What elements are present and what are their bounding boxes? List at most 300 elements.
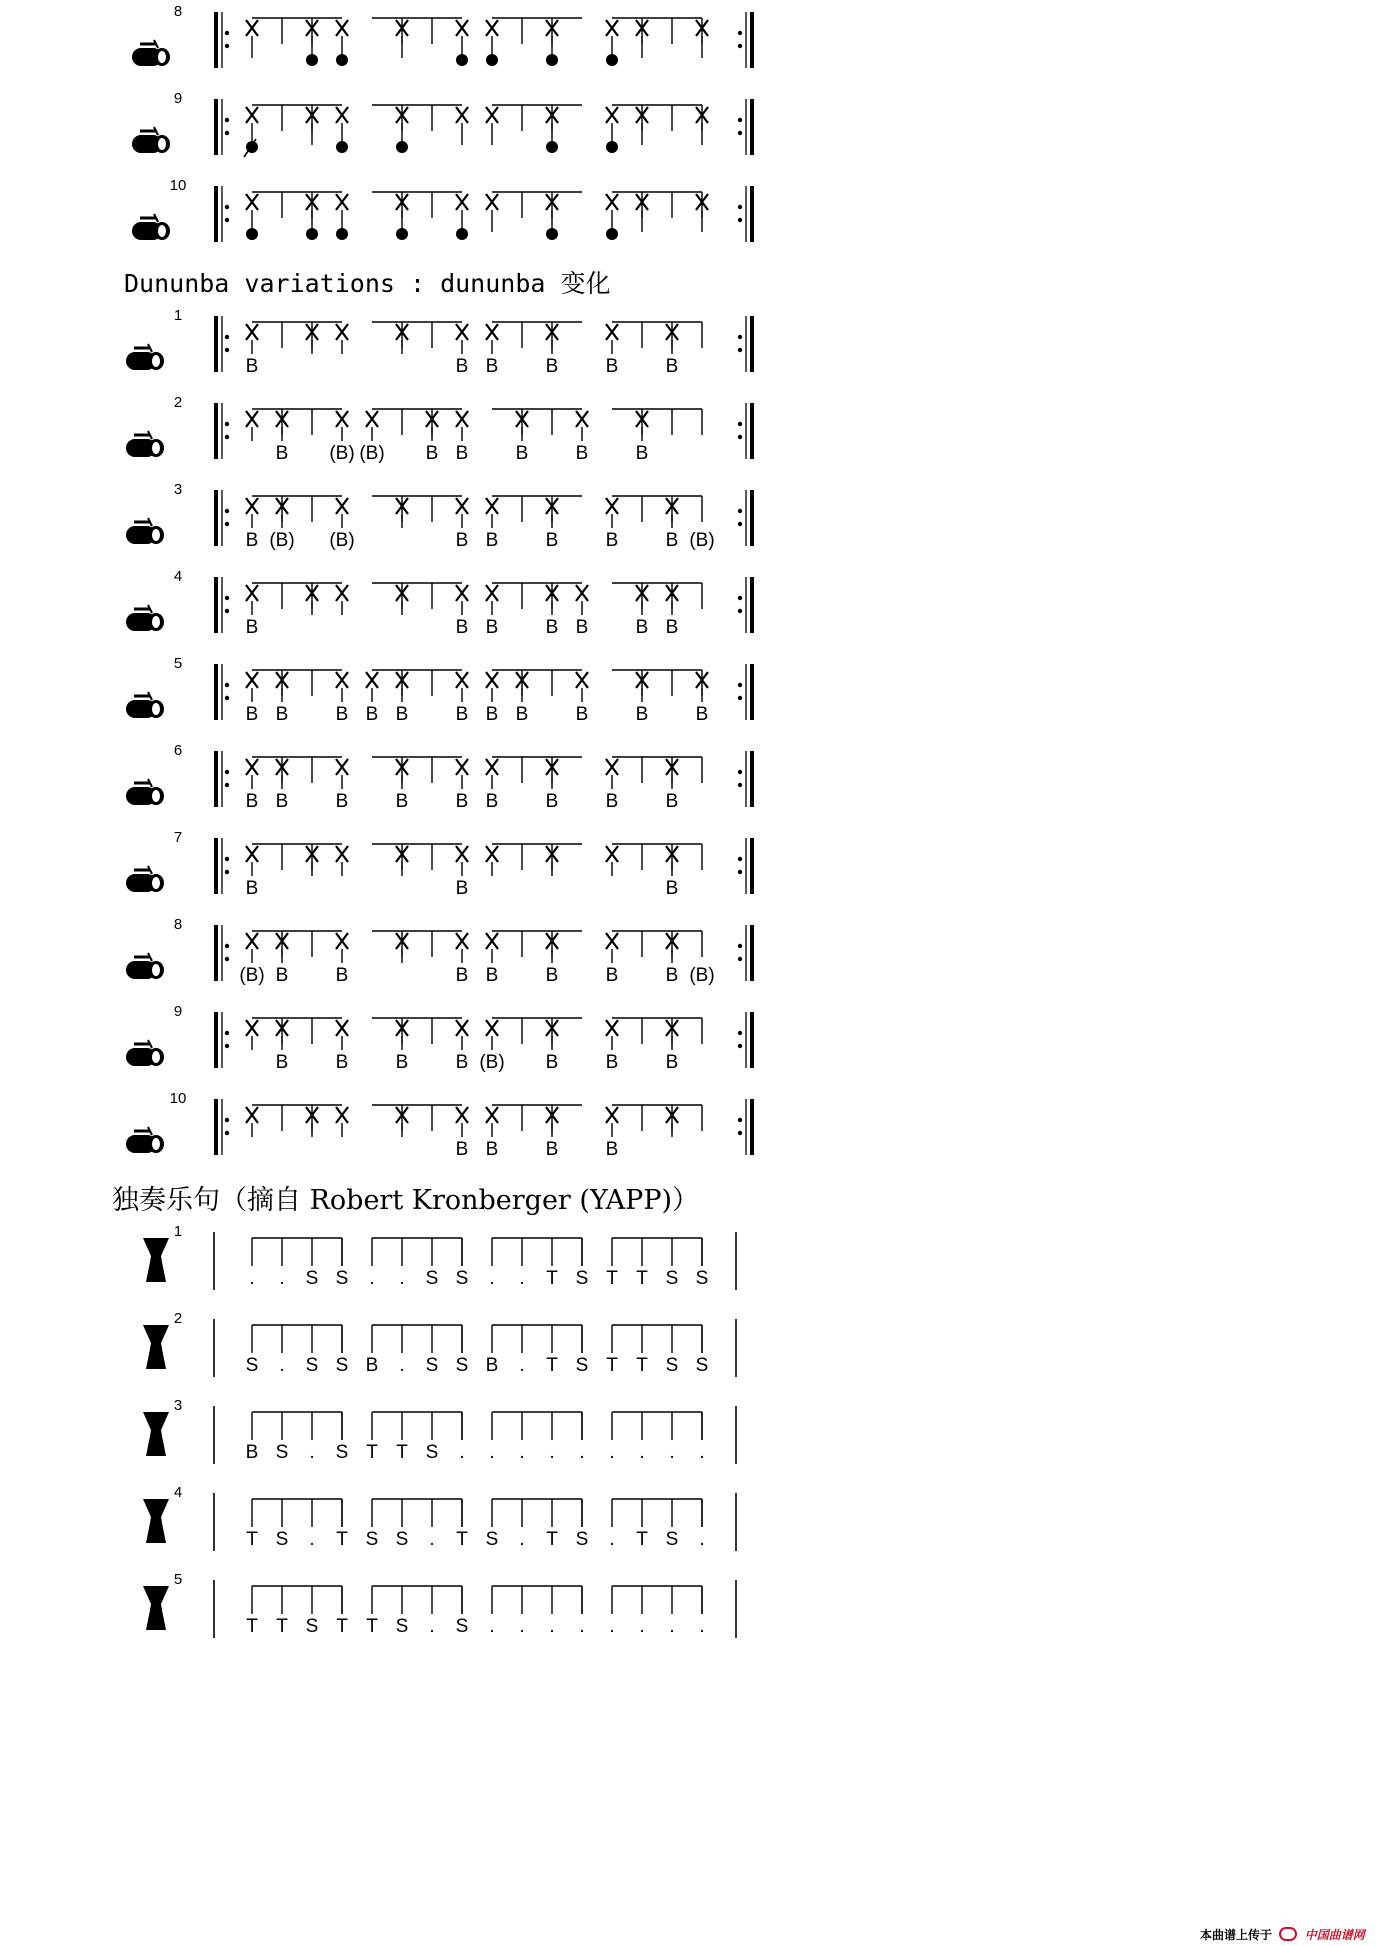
- drum-head-inner: [158, 138, 166, 150]
- note-label: .: [489, 1268, 495, 1289]
- repeat-dot: [738, 596, 742, 600]
- bell-dot: [606, 54, 618, 66]
- row-number: 1: [173, 307, 183, 324]
- bell-label: B: [245, 617, 259, 638]
- row-number: 5: [173, 1571, 183, 1588]
- dundun-row: [132, 90, 752, 157]
- row-number: 1: [173, 1223, 183, 1240]
- bell-dot: [546, 141, 558, 153]
- note-label: S: [335, 1355, 349, 1376]
- hit-mark: [486, 933, 498, 949]
- repeat-dot: [225, 957, 229, 961]
- hit-mark: [576, 411, 588, 427]
- hit-mark: [246, 324, 258, 340]
- bell-label: B: [455, 617, 469, 638]
- note-label: T: [276, 1616, 288, 1637]
- hit-mark: [246, 498, 258, 514]
- bell-label: B: [545, 530, 559, 551]
- bell-label: B: [455, 356, 469, 377]
- djembe-icon: [143, 1325, 169, 1369]
- note-label: .: [519, 1268, 525, 1289]
- hit-mark: [246, 107, 258, 123]
- repeat-dot: [738, 870, 742, 874]
- row-number: 8: [173, 916, 183, 933]
- note-label: S: [455, 1268, 469, 1289]
- repeat-dot: [738, 522, 742, 526]
- hit-mark: [606, 324, 618, 340]
- note-label: .: [399, 1355, 405, 1376]
- bell-label: (B): [329, 530, 355, 551]
- bell-label: B: [515, 704, 529, 725]
- bell-dot: [306, 54, 318, 66]
- hit-mark: [456, 107, 468, 123]
- hit-mark: [456, 194, 468, 210]
- note-label: T: [636, 1268, 648, 1289]
- repeat-dot: [225, 870, 229, 874]
- repeat-dot: [225, 696, 229, 700]
- hit-mark: [456, 585, 468, 601]
- hit-mark: [456, 1020, 468, 1036]
- note-label: .: [579, 1442, 585, 1463]
- dununba-drum-icon: [126, 518, 164, 544]
- dununba-row: [126, 394, 752, 464]
- djembe-body: [143, 1586, 169, 1630]
- dununba-row: [126, 307, 752, 377]
- bell-label: B: [275, 443, 289, 464]
- drum-head-inner: [152, 790, 160, 802]
- footer-site-name: 中国曲谱网: [1304, 1928, 1365, 1942]
- note-label: S: [275, 1442, 289, 1463]
- hit-mark: [336, 759, 348, 775]
- dundun-row: [132, 177, 752, 242]
- bell-label: B: [545, 1139, 559, 1160]
- hit-mark: [606, 933, 618, 949]
- dununba-variations-heading: Dununba variations : dununba 变化: [124, 269, 611, 298]
- drum-head-inner: [152, 1138, 160, 1150]
- drum-head-inner: [152, 1051, 160, 1063]
- dununba-row: [126, 1003, 752, 1073]
- bell-label: B: [665, 530, 679, 551]
- note-label: .: [279, 1268, 285, 1289]
- repeat-dot: [738, 1031, 742, 1035]
- bell-label: B: [455, 1139, 469, 1160]
- bell-label: B: [245, 530, 259, 551]
- note-label: .: [279, 1355, 285, 1376]
- hit-mark: [456, 672, 468, 688]
- bell-label: B: [695, 704, 709, 725]
- hit-mark: [576, 672, 588, 688]
- solo-row: [143, 1397, 736, 1464]
- row-number: 9: [173, 90, 183, 107]
- dununba-drum-icon: [126, 692, 164, 718]
- repeat-dot: [225, 509, 229, 513]
- row-number: 5: [173, 655, 183, 672]
- dununba-drum-icon: [126, 1127, 164, 1153]
- hit-mark: [246, 20, 258, 36]
- bell-dot: [546, 228, 558, 240]
- hit-mark: [456, 498, 468, 514]
- note-label: T: [546, 1268, 558, 1289]
- hit-mark: [246, 585, 258, 601]
- bell-label: B: [335, 791, 349, 812]
- footer-uploaded-text: 本曲谱上传于: [1200, 1928, 1273, 1942]
- repeat-dot: [738, 205, 742, 209]
- repeat-dot: [225, 857, 229, 861]
- note-label: .: [249, 1268, 255, 1289]
- hit-mark: [456, 1107, 468, 1123]
- hit-mark: [366, 672, 378, 688]
- hit-mark: [606, 20, 618, 36]
- repeat-dot: [225, 609, 229, 613]
- note-label: S: [575, 1529, 589, 1550]
- note-label: S: [305, 1616, 319, 1637]
- bell-label: B: [665, 791, 679, 812]
- bell-label: B: [395, 704, 409, 725]
- footer-credit: [1200, 1926, 1365, 1943]
- note-label: .: [699, 1616, 705, 1637]
- repeat-dot: [225, 348, 229, 352]
- bell-label: B: [335, 965, 349, 986]
- note-label: B: [485, 1355, 499, 1376]
- repeat-dot: [225, 435, 229, 439]
- bell-label: B: [545, 965, 559, 986]
- repeat-dot: [225, 422, 229, 426]
- hit-mark: [366, 411, 378, 427]
- note-label: S: [665, 1268, 679, 1289]
- hit-mark: [336, 498, 348, 514]
- bell-dot: [396, 141, 408, 153]
- djembe-body: [143, 1499, 169, 1543]
- hit-mark: [486, 498, 498, 514]
- note-label: B: [365, 1355, 379, 1376]
- bell-label: B: [245, 704, 259, 725]
- bell-label: B: [275, 965, 289, 986]
- repeat-dot: [738, 1044, 742, 1048]
- repeat-dot: [225, 522, 229, 526]
- note-label: T: [366, 1442, 378, 1463]
- dununba-drum-icon: [132, 127, 170, 153]
- note-label: S: [365, 1529, 379, 1550]
- note-label: T: [606, 1268, 618, 1289]
- bell-label: B: [545, 791, 559, 812]
- bell-label: B: [485, 530, 499, 551]
- hit-mark: [246, 846, 258, 862]
- bell-dot: [336, 141, 348, 153]
- note-label: T: [636, 1355, 648, 1376]
- note-label: .: [609, 1529, 615, 1550]
- bell-dot: [306, 228, 318, 240]
- repeat-dot: [738, 118, 742, 122]
- djembe-icon: [143, 1586, 169, 1630]
- bell-label: B: [605, 1139, 619, 1160]
- repeat-dot: [225, 205, 229, 209]
- dununba-row: [126, 568, 752, 638]
- note-label: .: [639, 1616, 645, 1637]
- dununba-drum-icon: [132, 214, 170, 240]
- note-label: S: [575, 1268, 589, 1289]
- note-label: B: [245, 1442, 259, 1463]
- dununba-row: [126, 829, 752, 899]
- bell-dot: [456, 228, 468, 240]
- note-label: S: [275, 1529, 289, 1550]
- bell-label: B: [545, 617, 559, 638]
- bell-label: B: [485, 791, 499, 812]
- bell-label: B: [665, 878, 679, 899]
- drum-head-inner: [152, 442, 160, 454]
- dununba-row: [126, 655, 752, 725]
- repeat-dot: [225, 1031, 229, 1035]
- repeat-dot: [225, 31, 229, 35]
- row-number: 10: [169, 1090, 187, 1107]
- dundun-row: [132, 3, 752, 68]
- note-label: .: [489, 1442, 495, 1463]
- bell-label: (B): [239, 965, 265, 986]
- note-label: S: [425, 1268, 439, 1289]
- note-label: .: [519, 1442, 525, 1463]
- dununba-drum-icon: [126, 431, 164, 457]
- bell-label: B: [275, 791, 289, 812]
- bell-label: B: [275, 1052, 289, 1073]
- note-label: T: [396, 1442, 408, 1463]
- note-label: T: [456, 1529, 468, 1550]
- bell-dot: [456, 54, 468, 66]
- repeat-dot: [738, 683, 742, 687]
- bell-label: B: [665, 356, 679, 377]
- hit-mark: [246, 759, 258, 775]
- bell-label: (B): [689, 965, 715, 986]
- note-label: .: [459, 1442, 465, 1463]
- hit-mark: [486, 1107, 498, 1123]
- bell-label: B: [605, 530, 619, 551]
- row-number: 2: [173, 1310, 183, 1327]
- bell-label: B: [605, 1052, 619, 1073]
- note-label: S: [425, 1355, 439, 1376]
- bell-label: B: [455, 530, 469, 551]
- note-label: .: [429, 1616, 435, 1637]
- bell-label: B: [455, 1052, 469, 1073]
- repeat-dot: [738, 131, 742, 135]
- note-label: S: [425, 1442, 439, 1463]
- hit-mark: [246, 1020, 258, 1036]
- bell-label: B: [485, 1139, 499, 1160]
- hit-mark: [606, 759, 618, 775]
- bell-label: B: [545, 1052, 559, 1073]
- hit-mark: [246, 672, 258, 688]
- note-label: T: [546, 1529, 558, 1550]
- repeat-dot: [738, 857, 742, 861]
- drum-head-inner: [158, 225, 166, 237]
- bell-label: (B): [269, 530, 295, 551]
- repeat-dot: [738, 957, 742, 961]
- drum-head-inner: [152, 703, 160, 715]
- dununba-row: [126, 1090, 752, 1160]
- djembe-icon: [143, 1238, 169, 1282]
- dununba-drum-icon: [132, 40, 170, 66]
- drum-head-inner: [152, 616, 160, 628]
- note-label: T: [366, 1616, 378, 1637]
- bell-label: B: [665, 965, 679, 986]
- note-label: T: [336, 1529, 348, 1550]
- note-label: S: [395, 1529, 409, 1550]
- bell-dot: [336, 228, 348, 240]
- repeat-dot: [738, 1131, 742, 1135]
- hit-mark: [486, 20, 498, 36]
- note-label: .: [669, 1442, 675, 1463]
- bell-label: B: [485, 356, 499, 377]
- repeat-dot: [225, 1131, 229, 1135]
- hit-mark: [336, 194, 348, 210]
- hit-mark: [246, 933, 258, 949]
- note-label: S: [665, 1355, 679, 1376]
- bell-label: (B): [359, 443, 385, 464]
- repeat-dot: [225, 944, 229, 948]
- bell-label: B: [395, 791, 409, 812]
- dununba-drum-icon: [126, 779, 164, 805]
- hit-mark: [456, 20, 468, 36]
- bell-dot: [546, 54, 558, 66]
- drum-head-inner: [158, 51, 166, 63]
- repeat-dot: [225, 44, 229, 48]
- dununba-drum-icon: [126, 344, 164, 370]
- bell-label: B: [455, 443, 469, 464]
- note-label: .: [699, 1529, 705, 1550]
- repeat-dot: [225, 683, 229, 687]
- hit-mark: [246, 194, 258, 210]
- drum-head-inner: [152, 529, 160, 541]
- repeat-dot: [225, 335, 229, 339]
- note-label: .: [399, 1268, 405, 1289]
- dununba-drum-icon: [126, 866, 164, 892]
- note-label: .: [519, 1616, 525, 1637]
- bell-label: B: [605, 965, 619, 986]
- hit-mark: [336, 846, 348, 862]
- note-label: S: [575, 1355, 589, 1376]
- hit-mark: [336, 324, 348, 340]
- dununba-row: [126, 742, 752, 812]
- row-number: 4: [173, 568, 183, 585]
- repeat-dot: [738, 422, 742, 426]
- hit-mark: [456, 933, 468, 949]
- hit-mark: [606, 846, 618, 862]
- djembe-body: [143, 1412, 169, 1456]
- bell-label: B: [245, 791, 259, 812]
- note-label: .: [549, 1616, 555, 1637]
- repeat-dot: [225, 596, 229, 600]
- dununba-drum-icon: [126, 605, 164, 631]
- solo-phrases-heading: 独奏乐句（摘自 Robert Kronberger (YAPP)）: [112, 1185, 700, 1216]
- site-logo-icon: [1279, 1927, 1297, 1941]
- note-label: S: [335, 1442, 349, 1463]
- bell-label: B: [545, 356, 559, 377]
- bell-label: (B): [479, 1052, 505, 1073]
- row-number: 2: [173, 394, 183, 411]
- bell-label: B: [665, 617, 679, 638]
- bell-label: B: [605, 356, 619, 377]
- repeat-dot: [738, 609, 742, 613]
- djembe-icon: [143, 1499, 169, 1543]
- row-number: 7: [173, 829, 183, 846]
- repeat-dot: [738, 1118, 742, 1122]
- hit-mark: [606, 1020, 618, 1036]
- note-label: S: [455, 1616, 469, 1637]
- hit-mark: [336, 20, 348, 36]
- note-label: T: [246, 1529, 258, 1550]
- repeat-dot: [738, 218, 742, 222]
- bell-label: B: [455, 965, 469, 986]
- repeat-dot: [738, 348, 742, 352]
- hit-mark: [246, 1107, 258, 1123]
- note-label: S: [245, 1355, 259, 1376]
- row-number: 10: [169, 177, 187, 194]
- bell-label: B: [605, 791, 619, 812]
- repeat-dot: [738, 44, 742, 48]
- repeat-dot: [225, 118, 229, 122]
- repeat-dot: [225, 783, 229, 787]
- note-label: .: [609, 1616, 615, 1637]
- hit-mark: [486, 194, 498, 210]
- row-number: 8: [173, 3, 183, 20]
- bell-label: B: [665, 1052, 679, 1073]
- hit-mark: [576, 585, 588, 601]
- note-label: S: [335, 1268, 349, 1289]
- drum-head-inner: [152, 355, 160, 367]
- note-label: S: [485, 1529, 499, 1550]
- repeat-dot: [225, 131, 229, 135]
- bell-label: B: [515, 443, 529, 464]
- repeat-dot: [225, 1044, 229, 1048]
- bell-label: B: [455, 878, 469, 899]
- repeat-dot: [225, 1118, 229, 1122]
- dununba-drum-icon: [126, 1040, 164, 1066]
- bell-label: B: [485, 704, 499, 725]
- note-label: S: [305, 1355, 319, 1376]
- hit-mark: [486, 759, 498, 775]
- bell-label: B: [635, 443, 649, 464]
- bell-label: B: [575, 443, 589, 464]
- note-label: T: [636, 1529, 648, 1550]
- bell-label: B: [575, 617, 589, 638]
- row-number: 6: [173, 742, 183, 759]
- note-label: .: [309, 1529, 315, 1550]
- repeat-dot: [738, 335, 742, 339]
- row-number: 9: [173, 1003, 183, 1020]
- bell-label: B: [455, 704, 469, 725]
- note-label: .: [309, 1442, 315, 1463]
- note-label: .: [669, 1616, 675, 1637]
- bell-label: B: [275, 704, 289, 725]
- row-number: 4: [173, 1484, 183, 1501]
- repeat-dot: [738, 770, 742, 774]
- note-label: .: [429, 1529, 435, 1550]
- hit-mark: [456, 411, 468, 427]
- dununba-row: [126, 916, 752, 986]
- bell-dot: [486, 54, 498, 66]
- bell-label: B: [335, 1052, 349, 1073]
- solo-row: [143, 1484, 736, 1551]
- row-number: 3: [173, 1397, 183, 1414]
- djembe-body: [143, 1325, 169, 1369]
- bell-label: B: [245, 878, 259, 899]
- repeat-dot: [738, 944, 742, 948]
- note-label: S: [695, 1268, 709, 1289]
- hit-mark: [606, 107, 618, 123]
- repeat-dot: [738, 31, 742, 35]
- hit-mark: [336, 1107, 348, 1123]
- solo-row: [143, 1223, 736, 1290]
- bell-label: B: [245, 356, 259, 377]
- bell-label: B: [575, 704, 589, 725]
- note-label: S: [695, 1355, 709, 1376]
